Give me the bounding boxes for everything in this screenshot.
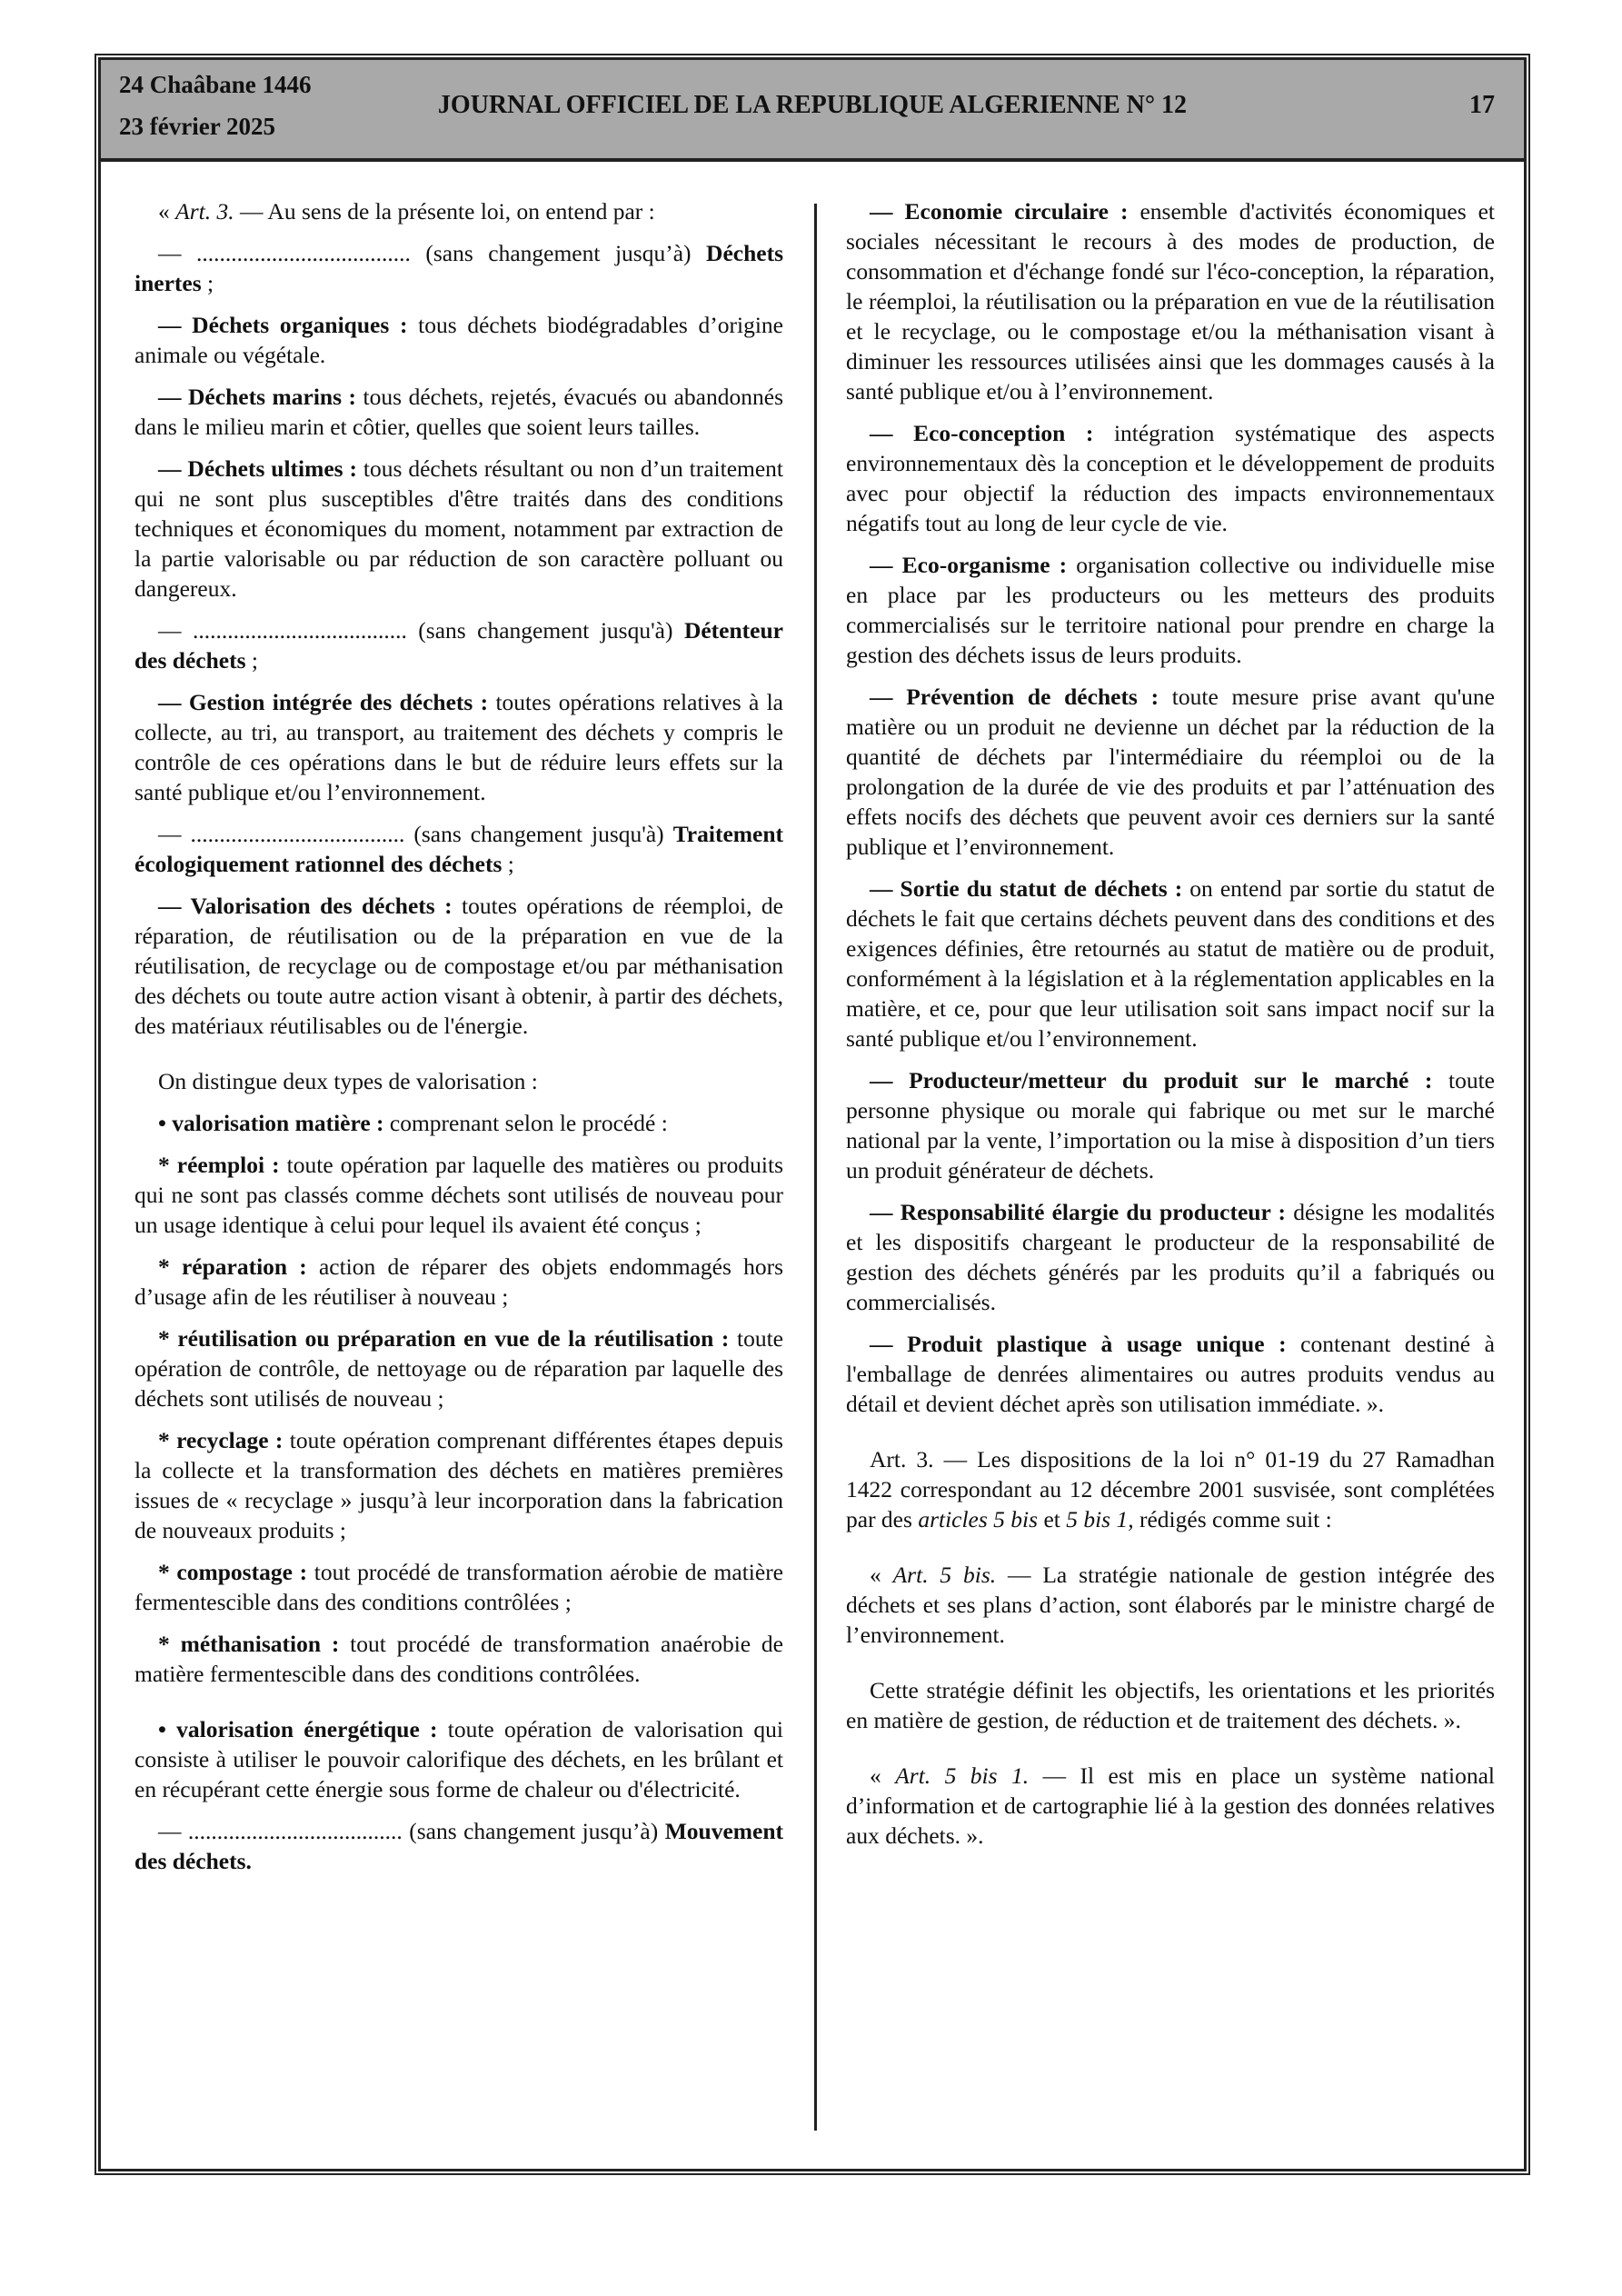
text: tous déchets biodégradables d’origine animale ou végétale. [134,312,783,368]
paragraph [846,682,1495,862]
text: toute mesure prise avant qu'une matière ou un produit ne devienne un déchet par la réduction de la quantité de déchets par l'intermédiaire du réemploi ou de la prolongation de la durée de vie des produits et par l’atténuation des effets nocifs des déchets que peuvent avoir ces derniers sur la santé publique et l’environnement. [846,684,1495,860]
term-bold: — Responsabilité élargie du producteur : [870,1199,1287,1225]
text: action de réparer des objets endommagés hors d’usage afin de les réutiliser à nouveau ; [134,1253,783,1310]
paragraph [846,1675,1495,1735]
paragraph [134,819,783,879]
text: On distingue deux types de valorisation : [158,1068,538,1094]
paragraph [134,1252,783,1312]
text: — La stratégie nationale de gestion intégrée des déchets et ses plans d’action, sont élaborés par le ministre chargé de l’environnement. [846,1562,1496,1648]
paragraph [134,454,783,604]
text: toute opération comprenant différentes étapes depuis la collecte et la transformation des déchets en matières premières issues de « recyclage » jusqu’à leur incorporation dans la fabrication de nouveaux produits ; [134,1427,783,1543]
term-bold: * compostage : [158,1559,308,1585]
text: « [158,198,176,225]
text: — ..................................... (sans changement jusqu'à) [158,617,684,644]
paragraph [846,1444,1495,1534]
paragraph [846,873,1495,1053]
text-italic: Art. 3. [175,198,234,225]
text: on entend par sortie du statut de déchets le fait que certains déchets peuvent dans des conditions et des exigences définies, être retournés au statut de matière ou de produit, conformément à la législation et à la réglementation applicables en la matière, et ce, pour que leur utilisation soit sans impact nocif sur la santé publique et/ou l’environnement. [846,875,1495,1052]
term-bold: — Produit plastique à usage unique : [870,1331,1287,1357]
text: contenant destiné à l'emballage de denrées alimentaires ou autres produits vendus au détail et devient déchet après son utilisation immédiate. ». [846,1331,1495,1417]
text: tous déchets, rejetés, évacués ou abandonnés dans le milieu marin et côtier, quelles que soient leurs tailles. [134,384,783,440]
paragraph [846,550,1495,670]
left-column [134,196,783,1888]
text: comprenant selon le procédé : [383,1110,668,1136]
text: désigne les modalités et les dispositifs chargeant le producteur de la responsabilité de gestion des déchets générés par les produits qu’il a fabriqués ou commercialisés. [846,1199,1495,1315]
paragraph [846,1329,1495,1419]
text-italic: Art. 5 bis 1. [895,1762,1030,1789]
text: toute opération de contrôle, de nettoyage ou de réparation par laquelle des déchets sont utilisés de nouveau ; [134,1325,783,1412]
paragraph [134,1425,783,1545]
text: toute opération par laquelle des matières ou produits qui ne sont pas classés comme déchets sont utilisés de nouveau pour un usage identique à celui pour lequel ils avaient été conçus ; [134,1152,783,1238]
paragraph [134,1816,783,1876]
paragraph [134,1066,783,1096]
term-bold: — Déchets marins : [158,384,357,410]
text: « [870,1762,896,1789]
journal-title: JOURNAL OFFICIEL DE LA REPUBLIQUE ALGERIENNE N° 12 [437,91,1188,119]
term-bold: * réemploi : [158,1152,280,1178]
term-bold: — Valorisation des déchets : [158,893,453,919]
right-column [846,196,1495,1862]
text: tout procédé de transformation aérobie de matière fermentescible dans des conditions contrôlées ; [134,1559,784,1615]
paragraph [134,1150,783,1240]
paragraph [846,1560,1495,1650]
text: — ..................................... (sans changement jusqu'à) [158,821,673,847]
paragraph [134,1108,783,1138]
gregorian-date: 23 février 2025 [119,113,275,140]
term-bold: — Prévention de déchets : [870,684,1159,710]
text: Cette stratégie définit les objectifs, les orientations et les priorités en matière de gestion, de réduction et de traitement des déchets. ». [846,1677,1495,1733]
term-bold: — Eco-organisme : [870,552,1068,578]
text: — ..................................... (sans changement jusqu’à) [158,240,707,266]
paragraph [134,382,783,442]
paragraph [134,1714,783,1804]
text: toutes opérations relatives à la collecte, au tri, au transport, au traitement des déchets y compris le contrôle de ces opérations dans le but de réduire leurs effets sur la santé publique et/ou l’environnement. [134,689,783,805]
paragraph [846,1197,1495,1317]
text: — Il est mis en place un système national d’information et de cartographie lié à la gestion des données relatives aux déchets. ». [846,1762,1496,1849]
term-bold: Déchets inertes [134,240,783,296]
term-bold: — Eco-conception : [870,420,1094,446]
term-bold: Mouvement des déchets. [134,1818,783,1874]
text: toute opération de valorisation qui consiste à utiliser le pouvoir calorifique des déchets, en les brûlant et en récupérant cette énergie sous forme de chaleur ou d'électricité. [134,1716,783,1802]
term-bold: — Gestion intégrée des déchets : [158,689,489,715]
text: ; [502,851,514,877]
text: toute personne physique ou morale qui fabrique ou met sur le marché national par la vente, l’importation ou la mise à disposition d’un tiers un produit générateur de déchets. [846,1067,1495,1183]
paragraph [134,615,783,675]
paragraph [134,1629,783,1689]
term-bold: — Déchets ultimes : [158,455,358,482]
hijri-date: 24 Chaâbane 1446 [119,71,312,98]
text: tout procédé de transformation anaérobie de matière fermentescible dans des conditions contrôlées. [134,1631,783,1687]
paragraph [134,196,783,226]
text: — Au sens de la présente loi, on entend par : [234,198,655,225]
term-bold: — Sortie du statut de déchets : [870,875,1183,902]
text: intégration systématique des aspects environnementaux dès la conception et le développement de produits avec pour objectif la réduction des impacts environnementaux négatifs tout au long de leur cycle de vie. [846,420,1495,536]
paragraph [846,1761,1495,1851]
text: toutes opérations de réemploi, de réparation, de réutilisation ou de la préparation en vue de la réutilisation, de recyclage ou de compostage et/ou par méthanisation des déchets ou toute autre action visant à obtenir, à partir des déchets, des matériaux réutilisables ou de l'énergie. [134,893,784,1039]
paragraph [134,891,783,1041]
text: ; [201,270,214,296]
paragraph [846,418,1495,538]
paragraph [134,310,783,370]
text: Art. 3. — Les dispositions de la loi n° 01-19 du 27 Ramadhan 1422 correspondant au 12 décembre 2001 susvisée, sont complétées par des [846,1446,1495,1532]
term-bold: Détenteur des déchets [134,617,783,674]
paragraph [134,1557,783,1617]
paragraph [846,196,1495,406]
text: « [870,1562,893,1588]
text: — ..................................... (sans changement jusqu’à) [158,1818,665,1844]
paragraph [134,238,783,298]
term-bold: * méthanisation : [158,1631,340,1657]
paragraph [846,1065,1495,1185]
term-bold: * réutilisation ou préparation en vue de la réutilisation : [158,1325,730,1352]
text-italic: articles 5 bis [918,1506,1039,1532]
term-bold: • valorisation énergétique : [158,1716,438,1742]
text: rédigés comme suit : [1133,1506,1332,1532]
text: ; [245,647,259,674]
term-bold: * recyclage : [158,1427,284,1453]
term-bold: • valorisation matière : [158,1110,384,1136]
text: organisation collective ou individuelle mise en place par les producteurs ou les metteurs des produits commercialisés sur le territoire national pour prendre en charge la gestion des déchets issus de leurs produits. [846,552,1495,668]
page-number: 17 [1469,91,1495,119]
paragraph [134,1323,783,1413]
term-bold: — Producteur/metteur du produit sur le marché : [870,1067,1433,1093]
term-bold: Traitement écologiquement rationnel des déchets [134,821,783,877]
paragraph [134,687,783,807]
column-divider [814,204,817,2131]
text: ensemble d'activités économiques et sociales nécessitant le recours à des modes de production, de consommation et d'échange fondé sur l'éco-conception, la réparation, le réemploi, la réutilisation ou la préparation en vue de la réutilisation et le recyclage, ou le compostage et/ou la méthanisation visant à diminuer les ressources utilisées ainsi que les dommages causés à la santé publique et/ou à l’environnement. [846,198,1496,404]
term-bold: * réparation : [158,1253,307,1280]
journal-header [101,60,1524,162]
text: et [1038,1506,1067,1532]
text-italic: Art. 5 bis. [892,1562,997,1588]
term-bold: — Economie circulaire : [870,198,1129,225]
term-bold: — Déchets organiques : [158,312,408,338]
text: tous déchets résultant ou non d’un traitement qui ne sont plus susceptibles d'être traités dans des conditions techniques et économiques du moment, notamment par extraction de la partie valorisable ou par réduction de son caractère polluant ou dangereux. [134,455,783,602]
page-frame [98,57,1527,2171]
text-italic: 5 bis 1, [1066,1506,1134,1532]
